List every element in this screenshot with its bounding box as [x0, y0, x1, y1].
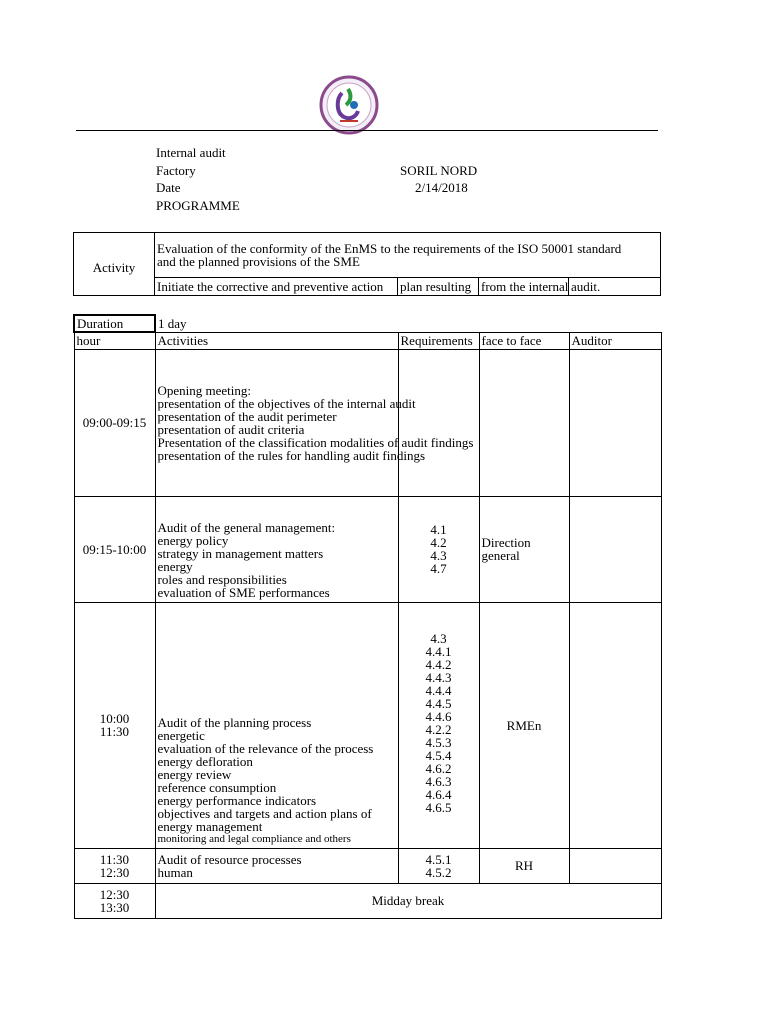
activities-cell	[155, 602, 398, 848]
activity-line: reference consumption	[157, 779, 277, 795]
activity-label: Activity	[74, 233, 155, 296]
break-row	[74, 883, 661, 918]
duration-label: Duration	[74, 315, 155, 332]
factory-value: SORIL NORD	[400, 163, 478, 178]
face-to-face-cell	[479, 848, 569, 883]
hour-cell	[74, 496, 155, 602]
organization-emblem-icon	[318, 75, 380, 135]
hour-text: 11:30	[99, 724, 130, 739]
hour-cell	[74, 883, 155, 918]
face-to-face-line: RMEn	[506, 717, 542, 733]
activity-line: objectives and targets and action plans of	[157, 805, 372, 821]
activity-line: Presentation of the classification modalities of audit findings	[157, 434, 474, 450]
requirement-item: 4.5.4	[425, 747, 452, 763]
activity-line: energy performance indicators	[157, 792, 317, 808]
column-header-face-to-face: face to face	[479, 332, 569, 349]
face-to-face-cell	[479, 602, 569, 848]
hour-cell	[74, 602, 155, 848]
activity-line: Audit of the general management:	[157, 520, 336, 535]
requirement-item: 4.6.2	[425, 760, 452, 776]
auditor-cell	[569, 848, 661, 883]
requirement-item: 4.4.3	[425, 669, 452, 685]
activity-line: Audit of resource processes	[157, 851, 302, 867]
activity-description-line: Evaluation of the conformity of the EnMS to the requirements of the ISO 50001 standard	[157, 241, 622, 256]
date-value: 2/14/2018	[415, 180, 468, 195]
requirement-item: 4.4.6	[425, 708, 452, 724]
hour-text: 10:00	[99, 711, 130, 726]
activity-line: human	[157, 864, 193, 880]
followup-cell: audit.	[569, 278, 661, 296]
requirement-item: 4.6.3	[425, 773, 452, 789]
requirements-cell	[398, 496, 479, 602]
requirement-item: 4.2	[430, 534, 447, 550]
activities-cell	[155, 349, 474, 496]
requirement-item: 4.3	[430, 547, 447, 563]
requirement-item: 4.5.1	[425, 851, 452, 867]
column-header-auditor: Auditor	[569, 332, 661, 349]
activity-line: presentation of the rules for handling audit findings	[157, 447, 426, 463]
hour-text: 12:30	[99, 886, 130, 902]
requirement-item: 4.2.2	[425, 721, 452, 737]
duration-value: 1 day	[158, 315, 187, 331]
hour-cell	[74, 848, 155, 883]
requirement-item: 4.4.2	[425, 656, 452, 672]
activities-cell	[155, 848, 398, 883]
activity-line: energy review	[157, 766, 232, 782]
header-divider	[76, 130, 658, 131]
table-row	[74, 349, 661, 496]
activity-line: roles and responsibilities	[157, 572, 287, 587]
face-to-face-cell	[479, 496, 569, 602]
hour-text: 11:30	[99, 851, 130, 867]
followup-cell: Initiate the corrective and preventive action	[155, 278, 398, 296]
activity-line: Audit of the planning process	[157, 714, 312, 730]
column-header-activities: Activities	[155, 332, 398, 349]
hour-text: 09:15-10:00	[82, 541, 147, 557]
face-to-face-cell	[479, 349, 569, 496]
column-header-requirements: Requirements	[398, 332, 479, 349]
requirements-cell	[398, 848, 479, 883]
table-row	[74, 496, 661, 602]
activity-line: strategy in management matters	[157, 546, 324, 561]
programme-label: PROGRAMME	[156, 198, 240, 213]
requirement-item: 4.4.1	[425, 643, 452, 659]
activity-line: Opening meeting:	[157, 382, 252, 398]
activity-table	[73, 232, 661, 296]
requirement-item: 4.5.3	[425, 734, 452, 750]
activities-cell	[155, 496, 398, 602]
face-to-face-line: general	[481, 547, 520, 563]
auditor-cell	[569, 602, 661, 848]
requirement-item: 4.4.4	[425, 682, 452, 698]
requirement-item: 4.5.2	[425, 864, 452, 880]
requirement-item: 4.6.5	[425, 799, 452, 815]
hour-text: 13:30	[99, 899, 130, 915]
requirements-cell	[398, 349, 479, 496]
followup-cell: from the internal	[479, 278, 569, 296]
face-to-face-line: RH	[514, 858, 534, 873]
activity-description	[155, 233, 661, 278]
activity-line: presentation of the audit perimeter	[157, 408, 337, 424]
hour-text: 09:00-09:15	[82, 415, 147, 430]
factory-label: Factory	[156, 163, 196, 178]
requirement-item: 4.3	[430, 630, 447, 646]
internal-audit-label: Internal audit	[156, 145, 226, 160]
activity-description-line: and the planned provisions of the SME	[157, 254, 360, 269]
column-header-hour: hour	[74, 332, 155, 349]
midday-break-label: Midday break	[155, 883, 661, 918]
activity-line: energy policy	[157, 533, 229, 548]
table-row	[74, 602, 661, 848]
auditor-cell	[569, 349, 661, 496]
requirement-item: 4.4.5	[425, 695, 452, 711]
activity-line: energy management	[157, 818, 263, 834]
activity-line: presentation of audit criteria	[157, 421, 305, 437]
activity-line: energy defloration	[157, 753, 253, 769]
activity-line: monitoring and legal compliance and others	[157, 832, 351, 845]
activity-line: energy	[157, 559, 193, 574]
hour-cell	[74, 349, 155, 496]
requirement-item: 4.1	[430, 521, 447, 537]
activity-line: energetic	[157, 727, 205, 743]
activity-line: evaluation of SME performances	[157, 585, 330, 600]
requirement-item: 4.7	[430, 560, 447, 576]
auditor-cell	[569, 496, 661, 602]
programme-table	[73, 314, 662, 919]
requirement-item: 4.6.4	[425, 786, 452, 802]
table-row	[74, 848, 661, 883]
followup-cell: plan resulting	[398, 278, 479, 296]
activity-line: evaluation of the relevance of the process	[157, 740, 374, 756]
activity-line: presentation of the objectives of the internal audit	[157, 395, 416, 411]
hour-text: 12:30	[99, 864, 130, 880]
face-to-face-line: Direction	[481, 534, 531, 550]
requirements-cell	[398, 602, 479, 848]
date-label: Date	[156, 180, 181, 195]
